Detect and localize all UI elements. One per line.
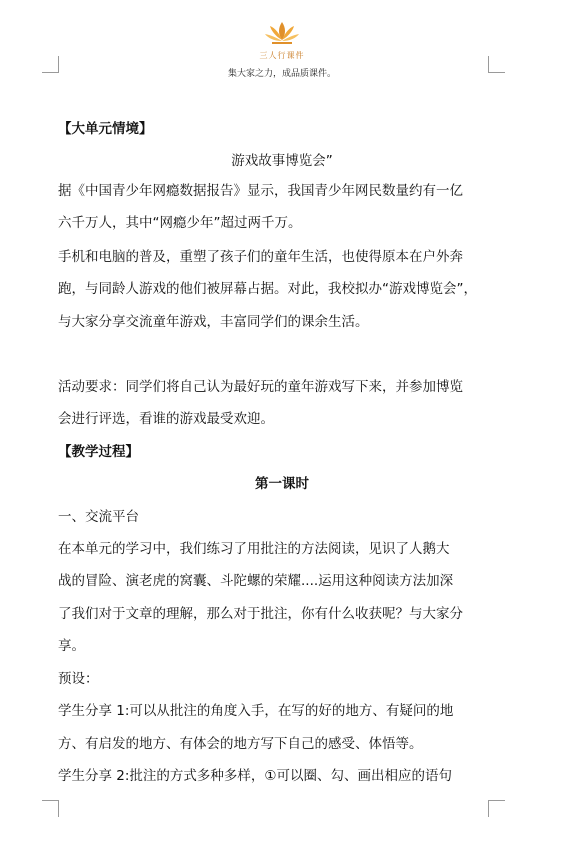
paragraph-line: 在本单元的学习中，我们练习了用批注的方法阅读，见识了人鹅大 xyxy=(58,541,450,557)
header-slogan: 集大家之力，成品质课件。 xyxy=(227,69,336,79)
crop-mark-bottom-right xyxy=(488,800,505,817)
paragraph-line: 方、有启发的地方、有体会的地方写下自己的感受、体悟等。 xyxy=(58,736,423,752)
paragraph-line: 六千万人，其中“网瘾少年”超过两千万。 xyxy=(58,215,302,231)
paragraph-line: 享。 xyxy=(58,638,85,654)
subsection-heading: 一、交流平台 xyxy=(58,509,139,525)
lesson-title: 第一课时 xyxy=(255,476,309,492)
paragraph-line: 战的冒险、演老虎的窝囊、斗陀螺的荣耀....运用这种阅读方法加深 xyxy=(58,573,454,589)
paragraph-line: 会进行评选，看谁的游戏最受欢迎。 xyxy=(58,411,274,427)
paragraph-line: 手机和电脑的普及，重塑了孩子们的童年生活，也使得原本在户外奔 xyxy=(58,249,463,265)
paragraph-line: 了我们对于文章的理解，那么对于批注，你有什么收获呢？与大家分 xyxy=(58,606,463,622)
activity-subtitle: 游戏故事博览会” xyxy=(231,153,333,169)
brand-name: 三人行课件 xyxy=(259,51,305,60)
paragraph-line: 跑，与同龄人游戏的他们被屏幕占据。对此，我校拟办“游戏博览会”， xyxy=(58,281,477,297)
page-header xyxy=(0,20,564,62)
paragraph-line: 据《中国青少年网瘾数据报告》显示，我国青少年网民数量约有一亿 xyxy=(58,183,463,199)
paragraph-line: 学生分享 2:批注的方式多种多样，①可以圈、勾、画出相应的语句 xyxy=(58,768,453,784)
crop-mark-bottom-left xyxy=(42,800,59,817)
paragraph-line: 活动要求：同学们将自己认为最好玩的童年游戏写下来，并参加博览 xyxy=(58,379,463,395)
preset-label: 预设： xyxy=(58,671,99,687)
paragraph-line: 学生分享 1:可以从批注的角度入手，在写的好的地方、有疑问的地 xyxy=(58,703,454,719)
section-heading-context: 【大单元情境】 xyxy=(58,121,153,137)
brand-logo xyxy=(260,20,305,61)
section-heading-process: 【教学过程】 xyxy=(58,444,139,460)
lotus-logo-icon xyxy=(262,20,302,48)
paragraph-line: 与大家分享交流童年游戏，丰富同学们的课余生活。 xyxy=(58,314,369,330)
